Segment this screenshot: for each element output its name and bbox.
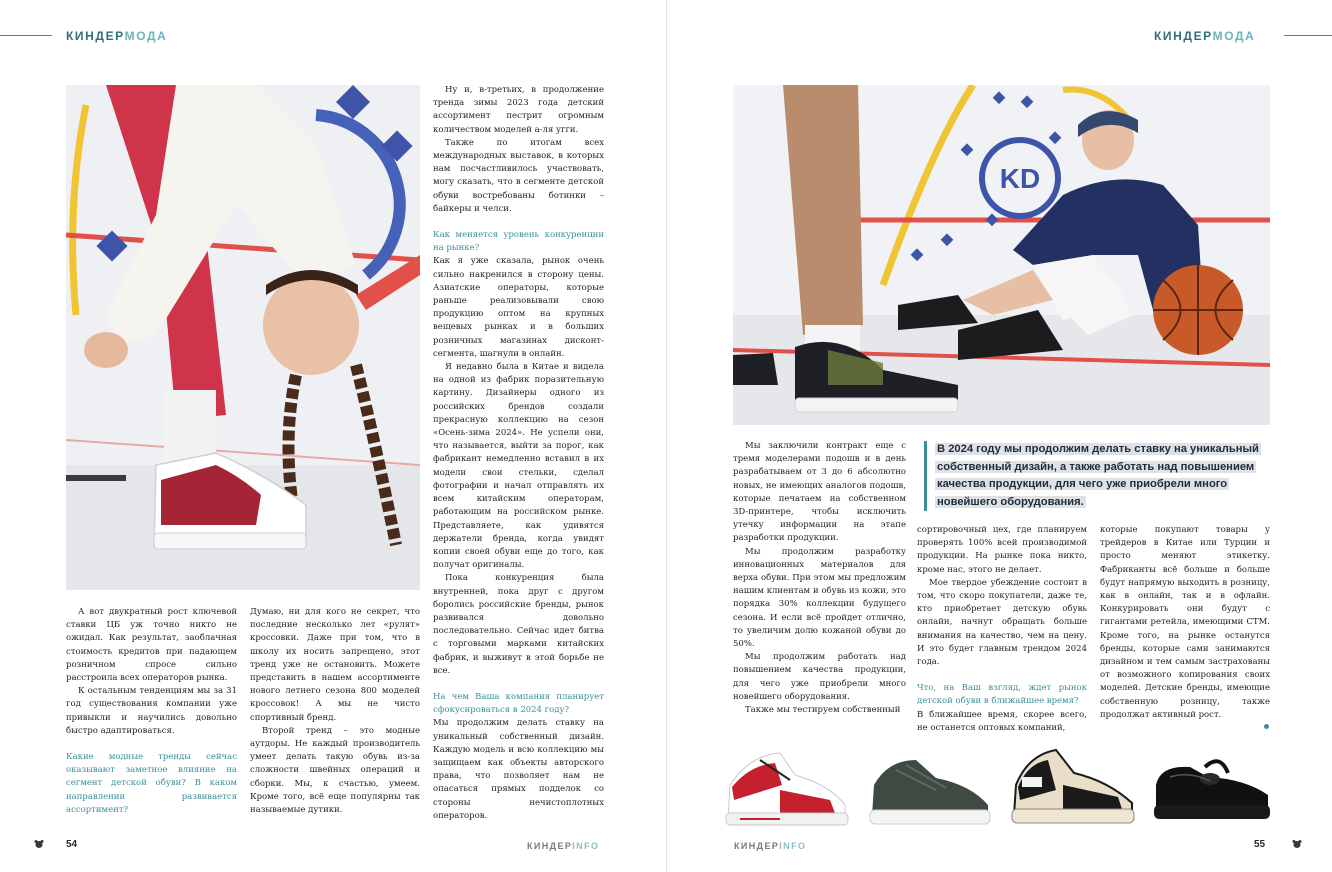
question-heading: На чем Ваша компания планирует сфокусироваться в 2024 году? <box>433 691 604 716</box>
footer-brand-part-2: INFO <box>572 841 600 851</box>
paragraph: Также мы тестируем собственный <box>745 705 901 716</box>
question-heading: Что, на Ваш взгляд, ждет рынок детской обуви в ближайшее время? <box>917 683 1087 707</box>
paragraph: Как я уже сказала, рынок очень сильно накренился в сторону цены. Азиатские операторы, которые раньше реализовывали свою продукцию оптом на крупных вещевых рынках и в больших розничных магазинах дисконт-сегмента, шагнули в онлайн. <box>433 256 604 359</box>
brand-part-2: МОДА <box>124 29 168 43</box>
right-col-2 <box>917 524 1087 735</box>
paragraph: которые покупают товары у трейдеров в Китае или Турции и просто меняют этикетку. Фабриканты всё больше и больше будут напрямую выходить в розницу, как в онлайн, так и в офлайн. Конкурировать они будут с гигантами ретейла, имеющими СТМ. Кроме того, на рынке останутся бренды, которые сами занимаются дизайном и тем самым застрахованы от возможного копирования своих моделей. Детские бренды, имеющие собственную розницу, также продолжат активный рост. <box>1100 525 1270 720</box>
paragraph: Я недавно была в Китае и видела на одной из фабрик поразительную картину. Дизайнеры одного из российских брендов создали прекрасную коллекцию на сезон «Осень-зима 2024». Не успели они, что называется, выйти за порог, как фабрикант немедленно вставил в их модели свои стельки, сделал фотографии и начал отправлять их всем китайским операторам, работающим на российском рынке. Представляете, как удивятся держатели бренда, когда увидят копии своей обуви еще до того, как получат оригиналы. <box>433 362 604 571</box>
paragraph: Мы заключили контракт еще с тремя моделерами подошв и в день разрабатываем от 3 до 6 абсолютно новых, не имеющих аналогов подошв, которые печатаем на собственном 3D-принтере, чтобы исключить утечку информации на этапе разработки продукции. <box>733 441 906 544</box>
shoe-photo-beige-black-sneaker <box>1008 745 1136 830</box>
paragraph: Пока конкуренция была внутренней, пока друг с другом боролись российские бренды, рынок развивался довольно последовательно. Сейчас идет битва с торговыми марками китайских фабрик, и выживут в этой борьбе не все. <box>433 573 604 676</box>
page-number: 54 <box>66 839 78 850</box>
footer-brand-part-2: INFO <box>779 841 807 851</box>
end-mark <box>1264 724 1269 729</box>
paragraph: Также по итогам всех международных выставок, в которых нам посчастливилось участвовать, могу сказать, что в сегменте детской обуви востребованы ботинки – байкеры и челси. <box>433 137 604 214</box>
header-rule <box>1284 35 1332 36</box>
paragraph: Думаю, ни для кого не секрет, что последние несколько лет «рулят» кроссовки. Даже при том, что в школу их носить запрещено, этот тренд уже не остановить. Можете представить в нашем ассортименте нового летнего сезона 800 моделей кроссовок! А мы не чисто спортивный бренд. <box>250 607 420 723</box>
paragraph: К остальным тенденциям мы за 31 год существования компании уже привыкли и научились довольно быстро адаптироваться. <box>66 686 237 736</box>
brand-part-1: КИНДЕР <box>1154 29 1213 43</box>
bear-logo-icon <box>34 839 44 849</box>
paragraph: Мы продолжим разработку инновационных материалов для верха обуви. При этом мы предложим нашим клиентам и обувь из кожи, это порядка 30% коллекции будущего сезона. И если всё пройдет отлично, то увеличим долю кожаной обуви до 50%. <box>733 546 906 650</box>
footer-brand-part-1: КИНДЕР <box>734 841 780 851</box>
shoe-photo-black-patent-shoe <box>1150 755 1275 830</box>
photo-girl-sneakers <box>66 85 420 590</box>
page-number: 55 <box>1254 839 1266 850</box>
left-col-3 <box>433 84 604 823</box>
paragraph: Второй тренд – это модные аутдоры. Не каждый производитель умеет делать такую обувь из-за сложности швейных операций и сборки. Мы, к счастью, умеем. Кроме того, всё еще популярны так называемые дутики. <box>250 725 420 816</box>
shoe-photo-green-sneaker <box>866 750 994 830</box>
footer-brand <box>527 841 599 851</box>
svg-text:KD: KD <box>999 163 1041 194</box>
brand-part-2: МОДА <box>1212 29 1256 43</box>
header-rule <box>0 35 52 36</box>
question-heading: Какие модные тренды сейчас оказывают заметное влияние на сегмент детской обуви? В каком направлении развивается ассортимент? <box>66 752 237 815</box>
right-col-3 <box>1100 524 1270 722</box>
paragraph: Мы продолжим делать ставку на уникальный собственный дизайн. Каждую модель и всю коллекцию мы защищаем как объекты авторского права, что позволяет нам не опасаться прямых подделок со стороны нечистоплотных операторов. <box>433 718 604 821</box>
brand-part-1: КИНДЕР <box>66 29 125 43</box>
right-page <box>668 0 1332 872</box>
paragraph: А вот двукратный рост ключевой ставки ЦБ уж точно никто не ожидал. Как результат, заоблачная стоимость кредитов при падающем розничном спросе сильно расстроила всех операторов рынка. <box>66 607 237 684</box>
header-brand <box>1154 29 1255 43</box>
header-brand <box>66 29 167 43</box>
paragraph: сортировочный цех, где планируем проверять 100% всей производимой продукции. На рынке пока никто, кроме нас, этого не делает. <box>917 525 1087 575</box>
pull-quote <box>924 441 1269 511</box>
shoe-photo-red-white-sneaker <box>720 745 850 830</box>
left-col-2 <box>250 606 420 817</box>
bear-logo-icon <box>1292 839 1302 849</box>
footer-brand-part-1: КИНДЕР <box>527 841 573 851</box>
paragraph: Ну и, в-третьих, в продолжение тренда зимы 2023 года детский ассортимент пестрит огромным количеством моделей а-ля угги. <box>433 85 604 135</box>
pull-quote-text: В 2024 году мы продолжим делать ставку на уникальный собственный дизайн, а также работать над повышением качества продукции, для чего уже приобрели много новейшего оборудования. <box>937 443 1259 508</box>
paragraph: Мы продолжим работать над повышением качества продукции, для чего уже приобрели много новейшего оборудования. <box>733 652 906 702</box>
paragraph: Мое твердое убеждение состоит в том, что скоро покупатели, даже те, кто приобретает детскую обувь онлайн, начнут обращать больше внимания на качество, чем на цену. И это будет главным трендом 2024 года. <box>917 577 1087 668</box>
paragraph: В ближайшее время, скорее всего, не останется оптовых компаний, <box>917 709 1087 733</box>
photo-boy-basketball <box>733 85 1270 425</box>
left-col-1 <box>66 606 237 817</box>
right-col-1 <box>733 440 906 717</box>
question-heading: Как меняется уровень конкуренции на рынке? <box>433 230 604 254</box>
footer-brand <box>734 841 806 851</box>
